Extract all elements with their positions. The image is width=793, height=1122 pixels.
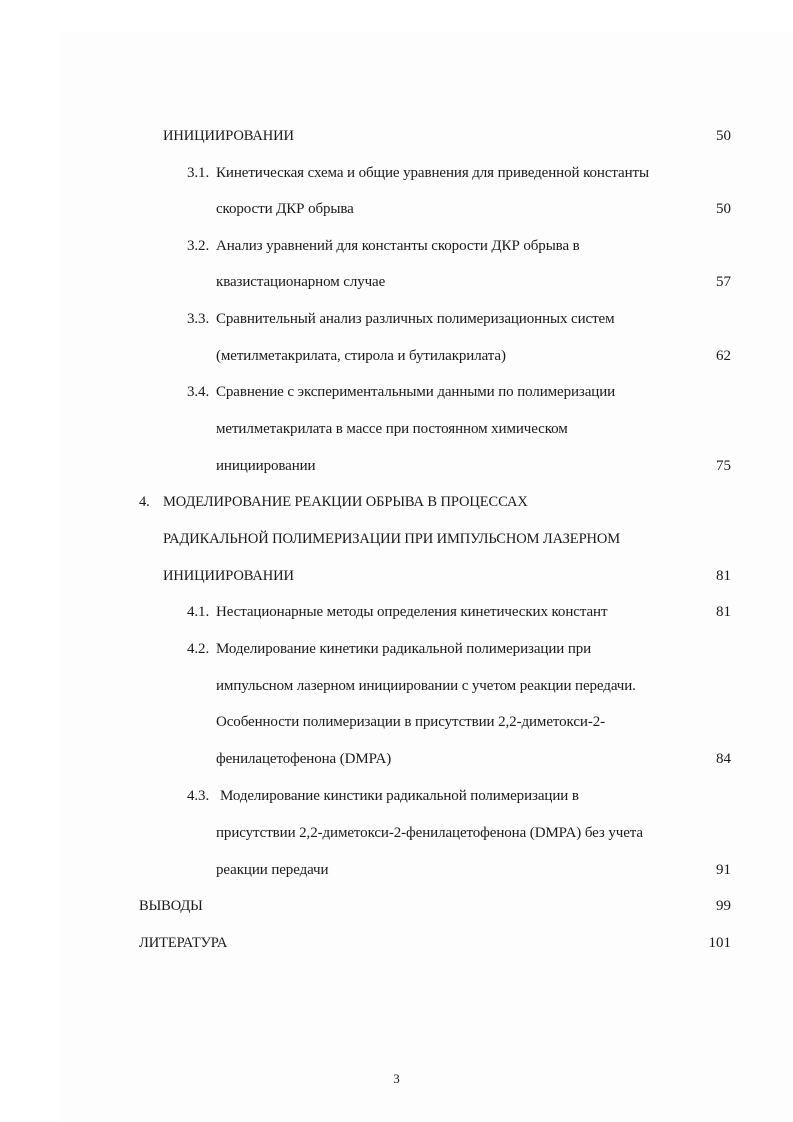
toc-entry-3-2-line: квазистационарном случае — [216, 274, 386, 290]
toc-entry-3-4-line: инициировании — [216, 458, 316, 474]
toc-entry-chapter4-line: МОДЕЛИРОВАНИЕ РЕАКЦИИ ОБРЫВА В ПРОЦЕССАХ — [163, 494, 528, 510]
toc-page-number: 62 — [716, 348, 731, 364]
toc-page-number: 81 — [716, 568, 731, 584]
toc-page-number: 84 — [716, 751, 731, 767]
toc-entry-4-3-line: реакции передачи — [216, 862, 329, 878]
toc-page-number: 75 — [716, 458, 731, 474]
toc-entry-chapter3-tail-line: ИНИЦИИРОВАНИИ — [163, 128, 294, 144]
toc-entry-4-3-line: присутствии 2,2-диметокси-2-фенилацетофенона (DMPA) без учета — [216, 825, 643, 841]
toc-entry-4-2-line: Моделирование кинетики радикальной полимеризации при — [216, 641, 592, 657]
toc-chapter-number: 4. — [139, 494, 150, 510]
toc-page-number: 99 — [716, 898, 731, 914]
toc-section-number: 4.2. — [187, 641, 210, 657]
toc-entry-3-4-line: Сравнение с экспериментальными данными по полимеризации — [216, 384, 616, 400]
toc-entry-4-1-line: Нестационарные методы определения кинетических констант — [216, 604, 608, 620]
toc-entry-references: ЛИТЕРАТУРА — [139, 935, 228, 951]
toc-page-number: 57 — [716, 274, 731, 290]
toc-page-number: 91 — [716, 862, 731, 878]
toc-entry-conclusions: ВЫВОДЫ — [139, 898, 203, 914]
toc-entry-chapter4-line: РАДИКАЛЬНОЙ ПОЛИМЕРИЗАЦИИ ПРИ ИМПУЛЬСНОМ ЛАЗЕРНОМ — [163, 531, 621, 547]
toc-entry-3-3-line: (метилметакрилата, стирола и бутилакрилата) — [216, 348, 506, 364]
toc-section-number: 3.4. — [187, 384, 210, 400]
toc-section-number: 3.3. — [187, 311, 210, 327]
toc-page-number: 50 — [716, 201, 731, 217]
toc-page-number: 101 — [708, 935, 731, 951]
toc-entry-4-2-line: фенилацетофенона (DMPA) — [216, 751, 392, 767]
toc-entry-chapter4-line: ИНИЦИИРОВАНИИ — [163, 568, 294, 584]
toc-entry-4-2-line: Особенности полимеризации в присутствии 2,2-диметокси-2- — [216, 714, 606, 730]
toc-page-number: 50 — [716, 128, 731, 144]
toc-entry-3-1-line: скорости ДКР обрыва — [216, 201, 354, 217]
toc-entry-4-2-line: импульсном лазерном инициировании с учетом реакции передачи. — [216, 678, 636, 694]
toc-section-number: 4.3. — [187, 788, 210, 804]
toc-entry-3-2-line: Анализ уравнений для константы скорости ДКР обрыва в — [216, 238, 580, 254]
toc-entry-4-3-line: Моделирование кинстики радикальной полимеризации в — [220, 788, 579, 804]
toc-entry-3-1-line: Кинетическая схема и общие уравнения для приведенной константы — [216, 165, 649, 181]
toc-entry-3-3-line: Сравнительный анализ различных полимеризационных систем — [216, 311, 615, 327]
page-number: 3 — [393, 1071, 400, 1086]
toc-section-number: 3.2. — [187, 238, 210, 254]
toc-page-number: 81 — [716, 604, 731, 620]
toc-entry-3-4-line: метилметакрилата в массе при постоянном химическом — [216, 421, 568, 437]
toc-section-number: 4.1. — [187, 604, 210, 620]
toc-section-number: 3.1. — [187, 165, 210, 181]
